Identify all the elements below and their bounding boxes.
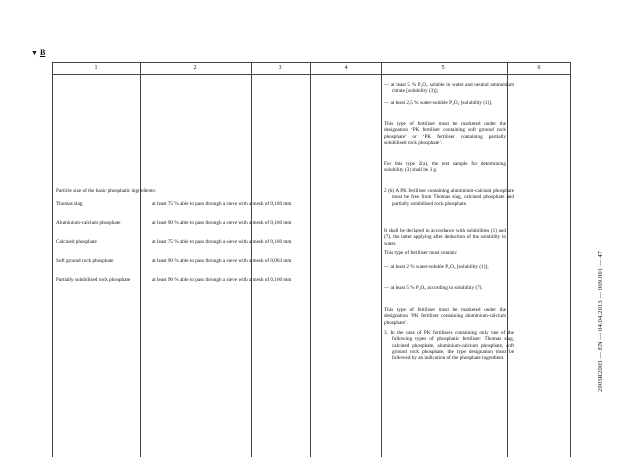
amendment-label: B: [39, 48, 46, 57]
column-header-1: 1: [94, 65, 98, 71]
ingredient-spec: at least 75 % able to pass through a sieve with a mesh of 0,160 mm: [152, 239, 292, 245]
col-divider: [570, 62, 571, 457]
ingredient-spec: at least 90 % able to pass through a sieve with a mesh of 0,063 mm: [152, 258, 292, 264]
ingredient-name: Thomas slag: [56, 201, 83, 207]
col5-paragraph: — at least 5 % P₂O₅ soluble in water and neutral ammonium citrate [solubility (3)];: [384, 82, 514, 95]
header-rule: [52, 74, 570, 75]
column-header-2: 2: [193, 65, 197, 71]
col-divider: [381, 62, 382, 457]
col5-paragraph: 3. In the case of PK fertilisers containing only one of the following types of phosphatic fertiliser: Thomas slag, calcined phosphate, aluminium-calcium phosphate, soft ground rock phosphate, the type designation must be followed by an indication of the phosphate ingredient.: [384, 330, 514, 362]
particle-size-heading: Particle size of the basic phosphatic ingredients:: [56, 188, 156, 194]
table-top-rule: [52, 62, 570, 63]
col-divider: [310, 62, 311, 457]
col5-paragraph: This type of fertiliser must contain:: [384, 250, 458, 256]
col5-paragraph: — at least 5 % P₂O₅ according to solubility (7).: [384, 285, 483, 291]
col5-paragraph: This type of fertiliser must be marketed under the designation ‘PK fertiliser containing aluminium-calcium phosphate’.: [384, 307, 506, 326]
column-header-6: 6: [537, 65, 541, 71]
column-header-5: 5: [441, 65, 445, 71]
ingredient-spec: at least 90 % able to pass through a sieve with a mesh of 0,160 mm: [152, 277, 292, 283]
col5-paragraph: It shall be declared in accordance with solubilities (1) and (7), the latter applying after deduction of the solubility in water.: [384, 228, 506, 247]
document-reference: 2003R2003 — EN — 04.04.2013 — 009.001 — 47: [597, 250, 604, 392]
col5-paragraph: For this type 2(a), the test sample for determining solubility (3) shall be 3 g.: [384, 161, 506, 174]
ingredient-name: Calcined phosphate: [56, 239, 97, 245]
ingredient-spec: at least 90 % able to pass through a sieve with a mesh of 0,160 mm: [152, 220, 292, 226]
ingredient-name: Aluminium-calcium phosphate: [56, 220, 121, 226]
col-divider: [507, 62, 508, 457]
col5-paragraph: 2 (b) A PK fertiliser containing aluminium-calcium phosphate must be free from Thomas slag, calcined phosphate and partially solubilised rock phosphate.: [384, 188, 514, 207]
ingredient-name: Soft ground rock phosphate: [56, 258, 114, 264]
column-header-3: 3: [278, 65, 282, 71]
col5-paragraph: — at least 2 % water-soluble P₂O₅ [solubility (1)];: [384, 264, 489, 270]
col5-paragraph: — at least 2,5 % water-soluble P₂O₅ [solubility (1)].: [384, 100, 493, 106]
amendment-marker: [31, 48, 45, 57]
ingredient-name: Partially solubilised rock phosphate: [56, 277, 131, 283]
ingredient-spec: at least 75 % able to pass through a sieve with a mesh of 0,160 mm: [152, 201, 292, 207]
triangle-down-icon: ▼: [31, 49, 38, 57]
column-header-4: 4: [344, 65, 348, 71]
col5-paragraph: This type of fertiliser must be marketed under the designation ‘PK fertiliser containing soft ground rock phosphate’ or ‘PK fertiliser containing partially solubilised rock phosphate’.: [384, 121, 506, 146]
col-divider: [52, 62, 53, 457]
